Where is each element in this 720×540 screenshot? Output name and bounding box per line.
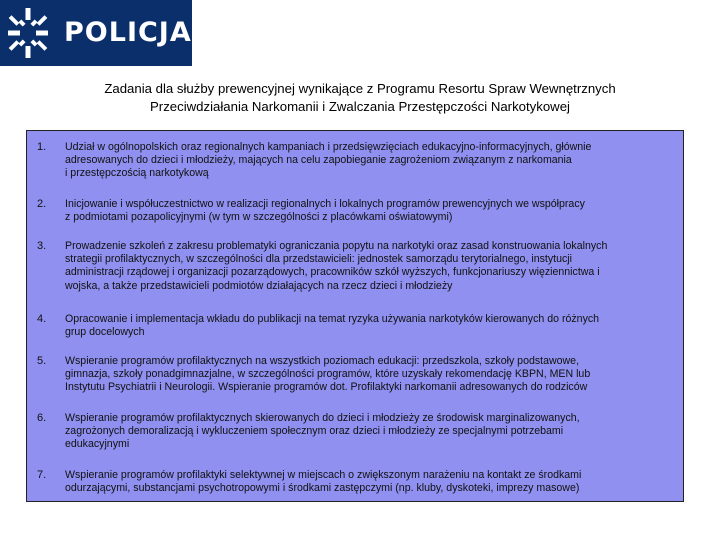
row-number: 2. (37, 198, 47, 210)
row-line: Opracowanie i implementacja wkładu do publikacji na temat ryzyka używania narkotyków kierowanych do różnych (65, 313, 600, 325)
row-text (65, 469, 679, 495)
row-number: 5. (37, 355, 47, 367)
title-line-1: Zadania dla służby prewencyjnej wynikające z Programu Resortu Spraw Wewnętrznych (104, 81, 616, 96)
row-number: 3. (37, 240, 47, 252)
row-line: Wspieranie programów profilaktycznych skierowanych do dzieci i młodzieży ze środowisk marginalizowanych, (65, 412, 580, 424)
row-text (65, 355, 679, 395)
row-line: Instytutu Psychiatrii i Neurologii. Wspieranie programów dot. Profilaktyki narkomanii adresowanych do rodziców (65, 381, 588, 394)
row-number: 1. (37, 141, 47, 153)
row-number: 6. (37, 412, 47, 424)
row-line: Prowadzenie szkoleń z zakresu problematyki ograniczania popytu na narkotyki oraz zasad konstruowania lokalnych (65, 240, 608, 252)
row-line: gimnazja, szkoły ponadgimnazjalne, w szczególności programów, które uzyskały rekomendację KBPN, MEN lub (65, 368, 591, 381)
title-line-2: Przeciwdziałania Narkomanii i Zwalczania Przestępczości Narkotykowej (150, 99, 570, 114)
row-line: edukacyjnymi (65, 438, 130, 451)
row-text (65, 198, 679, 224)
row-line: Wspieranie programów profilaktycznych na wszystkich poziomach edukacji: przedszkola, szkoły podstawowe, (65, 355, 580, 367)
row-line: Wspieranie programów profilaktyki selektywnej w miejscach o zwiększonym narażeniu na kontakt ze środkami (65, 469, 582, 481)
police-star-logo-icon (6, 6, 50, 60)
row-line: zagrożonych demoralizacją i wykluczeniem społecznym oraz dzieci i młodzieży ze specjalnymi potrzebami (65, 425, 564, 438)
page-title (0, 80, 720, 116)
row-text (65, 141, 679, 181)
row-line: administracji rządowej i organizacji pozarządowych, pracowników szkół wyższych, funkcjonariuszy więziennictwa i (65, 266, 600, 279)
row-line: grup docelowych (65, 326, 145, 339)
row-text (65, 412, 679, 452)
row-line: wojska, a także przedstawicieli podmiotów działających na rzecz dzieci i młodzieży (65, 279, 453, 292)
row-line: z podmiotami pozapolicyjnymi (w tym w szczególności z placówkami oświatowymi) (65, 211, 453, 224)
row-text (65, 313, 679, 339)
row-line: i przestępczością narkotykową (65, 167, 209, 180)
page-header (0, 0, 720, 66)
row-line: adresowanych do dzieci i młodzieży, mających na celu zapobieganie zagrożeniom związanym z narkomania (65, 154, 572, 167)
brand-name: POLICJA (64, 17, 192, 48)
brand-bar (0, 0, 192, 66)
tasks-table (26, 130, 684, 502)
row-line: strategii profilaktycznych, w szczególności dla przedstawicieli: jednostek samorządu terytorialnego, instytucji (65, 253, 572, 266)
row-text (65, 240, 679, 293)
row-line: odurzającymi, substancjami psychotropowymi i środkami zastępczymi (np. kluby, dyskoteki, imprezy masowe) (65, 482, 580, 495)
row-number: 7. (37, 469, 47, 481)
row-number: 4. (37, 313, 47, 325)
row-line: Udział w ogólnopolskich oraz regionalnych kampaniach i przedsięwzięciach edukacyjno-informacyjnych, głównie (65, 141, 592, 153)
row-line: Inicjowanie i współuczestnictwo w realizacji regionalnych i lokalnych programów prewencyjnych we współpracy (65, 198, 585, 210)
